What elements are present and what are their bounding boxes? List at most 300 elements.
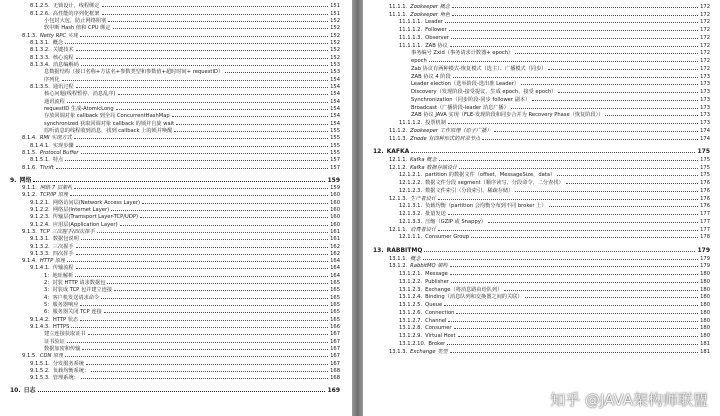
toc-entry-page-number: 175 [700,156,710,163]
toc-entry-page-number: 160 [330,221,340,228]
toc-entry[interactable] [0,250,352,257]
toc-entry-title: Queue [425,302,443,308]
toc-entry[interactable] [363,145,720,156]
toc-entry-title: 特点 [52,157,64,164]
dot-leader [445,21,698,23]
toc-entry[interactable] [0,198,352,205]
toc-entry-title: Exchange 类型 [410,348,448,355]
dot-leader [558,91,698,93]
toc-entry-page-number: 165 [330,287,340,294]
toc-entry[interactable] [0,235,352,242]
toc-entry-title: Publisher [425,278,449,285]
toc-entry-page-number: 166 [330,324,340,331]
toc-entry[interactable] [363,347,720,355]
dot-leader [548,68,698,70]
toc-entry[interactable] [363,111,720,119]
toc-entry[interactable] [0,83,352,90]
toc-entry-page-number: 157 [330,164,340,171]
dot-leader [56,167,328,169]
toc-entry-page-number: 152 [330,54,340,61]
toc-entry[interactable] [0,24,352,31]
toc-entry-title: 核心问题(线程暂停、消息乱序) [44,91,116,98]
toc-entry-page-number: 180 [700,325,710,332]
dot-leader [448,213,698,215]
toc-entry-title: 1：地址解析 [44,272,74,279]
toc-entry-title: 消费者设计 [410,226,437,233]
toc-entry-title: Kafka 概念 [410,156,437,163]
toc-entry[interactable] [0,330,352,337]
dot-leader [65,42,328,44]
toc-entry-page-number: 155 [330,127,340,134]
toc-entry[interactable] [0,257,352,264]
toc-entry-number: 13.1.2.4. [399,294,423,301]
dot-leader [452,14,698,16]
toc-entry-page-number: 162 [330,243,340,250]
toc-entry-number: 11.1.1.2. [399,120,423,126]
dot-leader [605,114,698,116]
toc-entry-title: 序列化 [44,76,60,83]
toc-entry[interactable] [0,119,352,126]
toc-entry[interactable] [0,75,352,82]
toc-entry[interactable] [0,105,352,112]
toc-entry-title: Consumer [425,325,452,332]
toc-entry[interactable] [0,367,352,374]
toc-entry-page-number: 173 [700,104,710,111]
toc-entry-number: 13.1.1. [389,255,408,262]
toc-entry-number: 8.1.3.1. [30,39,50,46]
toc-entry[interactable] [0,141,352,148]
toc-entry-page-number: 168 [330,375,340,382]
toc-entry-page-number: 152 [330,25,340,32]
toc-entry-title: Observer [425,34,449,41]
toc-entry-page-number: 173 [700,112,710,119]
dot-leader [80,35,328,37]
dot-leader [450,273,698,275]
toc-entry[interactable] [0,191,352,198]
toc-entry[interactable] [0,90,352,97]
toc-entry-page-number: 155 [330,142,340,149]
toc-entry-title: Exchange（将消息路由给队列） [425,286,503,293]
toc-entry[interactable] [0,308,352,315]
toc-entry-number: 8.1.5.1. [30,157,50,164]
toc-entry-page-number: 180 [700,309,710,316]
toc-entry-page-number: 167 [330,338,340,345]
dot-leader [81,377,328,379]
dot-leader [438,229,698,231]
dot-leader [102,13,329,15]
toc-entry[interactable] [0,345,352,352]
toc-entry[interactable] [0,213,352,220]
toc-entry-number: 9.1.5.1. [30,360,50,367]
toc-entry-number: 9.1.5. [22,353,37,360]
toc-entry-title: 事务编号 Zxid（事务请求计数器+ epoch） [411,50,514,57]
toc-entry-page-number: 164 [330,272,340,279]
toc-entry[interactable] [0,374,352,381]
toc-entry[interactable] [363,163,720,171]
dot-leader [525,296,699,298]
toc-entry[interactable] [0,174,352,184]
toc-entry-page-number: 151 [330,3,340,10]
toc-entry-number: 12.1.1. [389,226,408,233]
toc-entry-number: 10. [10,387,21,395]
dot-leader [62,79,329,81]
toc-entry[interactable] [0,337,352,344]
toc-entry[interactable] [363,225,720,233]
dot-leader [65,355,328,357]
toc-entry-number: 13.1.2.6. [399,309,423,316]
toc-entry-title: requestID 生成-AtomicLong [44,105,114,112]
toc-entry[interactable] [363,41,720,49]
toc-entry[interactable] [363,194,720,202]
toc-entry-page-number: 153 [330,61,340,68]
toc-entry-page-number: 176 [700,180,710,186]
dot-leader [225,71,328,73]
toc-entry-page-number: 176 [700,195,710,202]
dot-leader [108,20,328,22]
toc-entry-title: Synchronization（同步阶段-同步 follower 副本） [411,96,531,103]
toc-entry[interactable] [363,254,720,262]
toc-entry[interactable] [0,156,352,163]
toc-entry[interactable] [363,202,720,210]
toc-entry-title: CDN 原理 [39,353,64,360]
toc-entry-title: 生产者设计 [410,195,437,202]
toc-entry[interactable] [0,242,352,249]
left-page [0,0,352,416]
toc-entry-page-number: 157 [330,157,340,164]
toc-entry-number: 9.1.3.2. [30,243,50,250]
toc-entry[interactable] [0,220,352,227]
toc-entry-number: 9.1.2.1. [30,199,50,206]
toc-entry[interactable] [0,112,352,119]
toc-entry[interactable] [0,53,352,60]
toc-entry[interactable] [0,134,352,141]
toc-entry[interactable] [363,171,720,179]
toc-entry[interactable] [363,80,720,88]
toc-entry-page-number: 173 [700,120,710,126]
toc-entry[interactable] [0,206,352,213]
toc-entry[interactable] [363,308,720,316]
dot-leader [471,236,698,238]
toc-entry-number: 12.1.2.3. [399,187,423,194]
toc-entry-number: 13.1.2.10. [399,340,426,347]
toc-entry[interactable] [363,49,720,57]
toc-entry-page-number: 154 [330,83,340,90]
toc-entry-number: 8.1.3.5. [30,83,50,90]
toc-entry[interactable] [363,186,720,194]
dot-leader [76,49,329,51]
dot-leader [452,6,698,8]
toc-entry[interactable] [363,64,720,72]
toc-entry[interactable] [0,228,352,235]
toc-entry-page-number: 164 [330,258,340,265]
toc-entry-number: 9. [10,176,17,184]
toc-entry[interactable] [0,61,352,68]
dot-leader [142,202,328,204]
toc-entry-page-number: 181 [700,348,710,355]
toc-entry-title: RMI 实现方式 [39,135,72,142]
toc-entry-number: 12.1.1.1. [399,234,423,241]
toc-entry-number: 9.1.2.3. [30,214,50,221]
toc-entry[interactable] [363,262,720,270]
toc-entry-page-number: 161 [330,236,340,243]
toc-entry-title: Consumer Group [425,234,470,241]
toc-entry-number: 11.1.1.1. [399,42,423,49]
toc-entry-number: 12.1.2. [389,164,408,171]
toc-entry[interactable] [363,126,720,134]
toc-entry-page-number: 164 [330,265,340,272]
toc-entry-page-number: 175 [700,172,710,179]
toc-entry-number: 13.1.2.9. [399,333,423,339]
dot-leader [81,64,328,66]
toc-entry-number: 9.1.2.4. [30,221,50,228]
toc-entry-title: 6：服务器关闭 TCP 连接 [44,309,102,316]
toc-entry-title: Protocol Buffer [39,149,79,156]
toc-entry[interactable] [363,10,720,18]
toc-entry-number: 13.1.2.5. [399,302,423,308]
toc-entry-number: 12.1.3. [389,195,408,202]
toc-entry-page-number: 160 [330,206,340,213]
toc-entry-page-number: 173 [700,81,710,88]
toc-entry-page-number: 180 [700,286,710,293]
dot-leader [451,37,698,39]
toc-entry-title: Kafka 数据存储设计 [410,164,458,171]
toc-entry-title: 数据加密和传输 [44,346,81,353]
toc-entry-title: Znode 有四种形式的目录节点 [410,135,481,142]
toc-entry-title: Zookeeper 角色 [410,11,451,18]
toc-entry-title: 数据文件分段 segment（顺序读写、分段命令、二分查找） [425,180,564,186]
toc-entry-number: 11.1.1. [389,3,408,10]
toc-entry-page-number: 159 [327,176,340,184]
toc-entry-number: 12. [373,148,384,155]
toc-entry-title: Channel [425,317,447,324]
toc-entry-page-number: 179 [700,263,710,270]
toc-entry[interactable] [363,233,720,241]
toc-entry[interactable] [0,286,352,293]
toc-entry-number: 8.1.2.5. [30,3,50,10]
toc-entry-title: HTTP 原理 [39,258,66,265]
dot-leader [176,123,328,125]
toc-entry-number: 9.1.5.3. [30,375,50,382]
toc-entry-number: 12.1.2.2. [399,180,423,186]
dot-leader [532,99,698,101]
toc-entry-page-number: 154 [330,76,340,83]
toc-entry[interactable] [0,68,352,75]
toc-entry-title: 5：服务器响应 [44,302,79,309]
toc-entry-page-number: 167 [330,331,340,338]
toc-entry-title: 证书验证 [44,338,65,345]
dot-leader [101,297,328,299]
toc-entry[interactable] [0,384,352,394]
toc-entry-title: 数据文件索引（分段索引、稀疏存储） [425,187,514,194]
toc-entry-title: 关键技术 [52,47,74,54]
toc-entry-title: 核心流程 [52,54,74,61]
dot-leader [504,289,698,291]
toc-entry-page-number: 180 [700,294,710,301]
toc-entry-number: 13.1.2.2. [399,278,423,285]
toc-entry[interactable] [0,97,352,104]
toc-entry-page-number: 169 [327,387,340,395]
dot-leader [450,265,699,267]
toc-entry[interactable] [363,277,720,285]
toc-entry-page-number: 160 [330,214,340,221]
dot-leader [453,76,698,78]
dot-leader [76,145,329,147]
toc-entry[interactable] [363,339,720,347]
toc-entry-page-number: 173 [700,89,710,95]
toc-entry-number: 9.1.4. [22,258,37,265]
toc-entry[interactable] [0,271,352,278]
dot-leader [80,319,328,321]
toc-entry[interactable] [363,33,720,41]
dot-leader [549,205,699,207]
toc-entry-page-number: 180 [700,302,710,308]
toc-entry[interactable] [363,2,720,10]
dot-leader [116,108,328,110]
toc-entry[interactable] [363,56,720,64]
dot-leader [38,390,326,392]
toc-entry[interactable] [0,2,352,9]
dot-leader [172,115,328,117]
toc-entry-title: ZAB 协议 JAVA 实现（FLE-发现阶段和同步合并为 Recovery Phase（恢复阶段）） [411,112,604,119]
dot-leader [424,250,695,252]
dot-leader [74,187,328,189]
toc-entry-title: 投票机制 [425,120,446,126]
toc-entry-title: 管理系统： [52,375,79,382]
toc-entry-title: 日志 [23,387,36,395]
toc-entry-title: Virtual Host [425,333,456,339]
toc-entry[interactable] [0,279,352,286]
toc-entry[interactable] [0,352,352,359]
dot-leader [76,57,329,59]
toc-entry-title: HTTP 状态 [52,316,79,323]
toc-entry[interactable] [363,118,720,126]
toc-entry-title: 批量发送 [425,211,446,217]
toc-entry-title: ZAB 协议 [425,42,448,49]
toc-entry-page-number: 165 [330,309,340,316]
toc-entry[interactable] [363,178,720,186]
dot-leader [515,190,698,192]
right-toc [363,2,720,355]
dot-leader [449,29,698,31]
toc-entry-title: Discovery（发现阶段-接受提议、生成 epoch、接受 epoch） [411,89,557,95]
dot-leader [65,159,328,161]
toc-entry[interactable] [363,324,720,332]
toc-entry-number: 13.1.2.8. [399,325,423,332]
dot-leader [86,363,328,365]
toc-entry-title: 网络 [19,176,32,184]
toc-entry[interactable] [363,293,720,301]
dot-leader [74,137,328,139]
toc-entry-page-number: 172 [700,19,710,26]
toc-entry-number: 9.1.3.3. [30,250,50,257]
toc-entry-title: 无锁设计，线程绑定 [52,3,100,10]
dot-leader [81,152,329,154]
toc-entry[interactable] [363,316,720,324]
toc-entry-title: Zookeeper 概念 [410,3,451,10]
toc-entry[interactable] [363,217,720,225]
toc-entry-number: 8.1.3.2. [30,47,50,54]
toc-entry[interactable] [363,87,720,95]
toc-entry-page-number: 172 [700,11,710,18]
toc-entry[interactable] [0,184,352,191]
toc-entry[interactable] [363,72,720,80]
toc-entry[interactable] [363,134,720,142]
toc-entry[interactable] [0,31,352,38]
toc-entry-number: 11.1.1.1. [399,19,423,26]
toc-entry[interactable] [363,95,720,103]
toc-entry[interactable] [0,264,352,271]
toc-entry[interactable] [0,359,352,366]
dot-leader [76,267,329,269]
toc-entry[interactable] [0,149,352,156]
toc-entry-number: 13.1.2.1. [399,271,423,277]
toc-entry-title: 数据包说明 [52,236,79,243]
toc-entry-title: Thrift [39,164,54,171]
toc-entry[interactable] [0,127,352,134]
toc-entry[interactable] [0,46,352,53]
toc-entry-number: 8.1.4. [22,135,37,142]
toc-entry[interactable] [0,17,352,24]
toc-entry[interactable] [363,103,720,111]
dot-leader [113,27,329,29]
toc-entry[interactable] [363,300,720,308]
toc-entry[interactable] [0,323,352,330]
toc-entry[interactable] [0,315,352,322]
toc-entry-title: Connection [425,309,455,316]
toc-entry-title: Message [425,271,448,277]
toc-entry-title: Leader election（选举阶段-选出准 Leader） [411,81,520,88]
toc-entry[interactable] [363,269,720,277]
toc-entry-title: 建立连接获取证书 [44,331,86,338]
dot-leader [557,174,698,176]
dot-leader [97,231,328,233]
toc-entry[interactable] [0,301,352,308]
toc-entry-page-number: 178 [700,234,710,241]
toc-entry-page-number: 154 [330,113,340,120]
toc-entry-page-number: 177 [700,218,710,225]
toc-entry-page-number: 172 [700,34,710,41]
toc-entry[interactable] [363,285,720,293]
dot-leader [76,86,329,88]
toc-entry-page-number: 172 [700,42,710,49]
dot-leader [80,304,328,306]
toc-entry-page-number: 152 [330,39,340,46]
toc-entry-title: Follower [425,27,447,33]
toc-entry[interactable] [363,25,720,33]
toc-entry-page-number: 165 [330,280,340,287]
toc-entry-number: 12.1.3.3. [399,218,423,225]
toc-entry[interactable] [0,293,352,300]
toc-entry[interactable] [0,39,352,46]
toc-entry[interactable] [363,18,720,26]
toc-entry[interactable] [363,209,720,217]
dot-leader [448,122,698,124]
toc-entry-title: 概念 [52,39,64,46]
toc-entry[interactable] [0,163,352,170]
toc-entry[interactable] [363,243,720,254]
toc-entry-title: 传输层(Tramsport Layer-TCP/UDP) [52,214,138,221]
toc-entry-number: 8.1.6. [22,164,37,171]
toc-entry[interactable] [363,331,720,339]
toc-entry-number: 13.1.2.3. [399,286,423,293]
toc-entry-title: Broker [428,340,446,347]
toc-entry-page-number: 181 [700,340,710,347]
dot-leader [411,151,695,153]
toc-entry-number: 8.1.3.3. [30,54,50,61]
watermark: 知乎 @JAVA架构师联盟 [550,391,708,409]
toc-entry[interactable] [0,9,352,16]
toc-entry[interactable] [363,155,720,163]
